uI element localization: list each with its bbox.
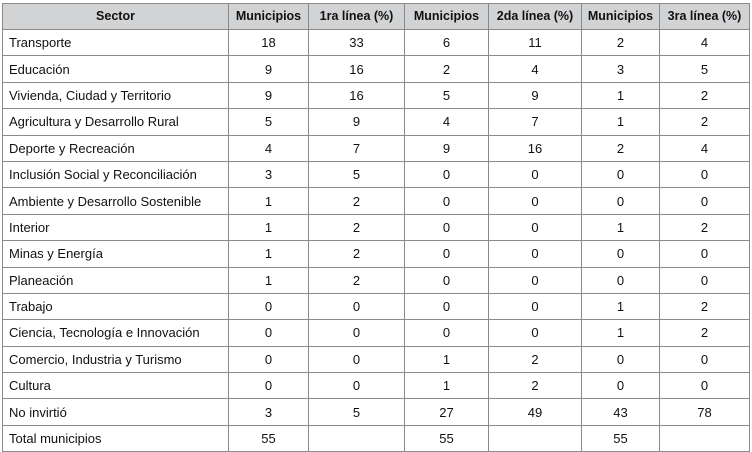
cell-primera-linea-pct: 0 bbox=[309, 293, 405, 319]
cell-municipios-1: 1 bbox=[229, 267, 309, 293]
cell-primera-linea-pct: 16 bbox=[309, 82, 405, 108]
cell-municipios-1: 1 bbox=[229, 188, 309, 214]
cell-municipios-2: 55 bbox=[405, 425, 489, 451]
cell-segunda-linea-pct: 11 bbox=[489, 30, 582, 56]
cell-tercera-linea-pct: 0 bbox=[660, 346, 750, 372]
cell-tercera-linea-pct: 4 bbox=[660, 30, 750, 56]
cell-municipios-3: 1 bbox=[582, 320, 660, 346]
cell-tercera-linea-pct: 0 bbox=[660, 373, 750, 399]
cell-primera-linea-pct bbox=[309, 425, 405, 451]
cell-primera-linea-pct: 5 bbox=[309, 399, 405, 425]
header-2da-linea: 2da línea (%) bbox=[489, 4, 582, 30]
header-municipios-2: Municipios bbox=[405, 4, 489, 30]
cell-municipios-1: 5 bbox=[229, 109, 309, 135]
cell-primera-linea-pct: 33 bbox=[309, 30, 405, 56]
cell-municipios-1: 0 bbox=[229, 320, 309, 346]
cell-sector: Planeación bbox=[3, 267, 229, 293]
cell-segunda-linea-pct: 0 bbox=[489, 267, 582, 293]
cell-municipios-2: 0 bbox=[405, 267, 489, 293]
header-municipios-1: Municipios bbox=[229, 4, 309, 30]
cell-segunda-linea-pct: 2 bbox=[489, 346, 582, 372]
cell-primera-linea-pct: 2 bbox=[309, 188, 405, 214]
cell-municipios-2: 27 bbox=[405, 399, 489, 425]
cell-tercera-linea-pct: 2 bbox=[660, 320, 750, 346]
header-3ra-linea: 3ra línea (%) bbox=[660, 4, 750, 30]
cell-segunda-linea-pct: 9 bbox=[489, 82, 582, 108]
cell-primera-linea-pct: 9 bbox=[309, 109, 405, 135]
cell-sector: Deporte y Recreación bbox=[3, 135, 229, 161]
cell-sector: Trabajo bbox=[3, 293, 229, 319]
cell-tercera-linea-pct: 0 bbox=[660, 267, 750, 293]
cell-primera-linea-pct: 5 bbox=[309, 161, 405, 187]
cell-primera-linea-pct: 0 bbox=[309, 320, 405, 346]
cell-tercera-linea-pct bbox=[660, 425, 750, 451]
cell-municipios-1: 55 bbox=[229, 425, 309, 451]
cell-primera-linea-pct: 0 bbox=[309, 373, 405, 399]
table-body bbox=[3, 30, 750, 452]
cell-municipios-2: 6 bbox=[405, 30, 489, 56]
table-header bbox=[3, 4, 750, 30]
cell-municipios-1: 4 bbox=[229, 135, 309, 161]
cell-sector: Minas y Energía bbox=[3, 241, 229, 267]
table-row bbox=[3, 293, 750, 319]
cell-municipios-3: 1 bbox=[582, 82, 660, 108]
cell-municipios-1: 3 bbox=[229, 399, 309, 425]
cell-tercera-linea-pct: 0 bbox=[660, 188, 750, 214]
cell-tercera-linea-pct: 78 bbox=[660, 399, 750, 425]
cell-primera-linea-pct: 2 bbox=[309, 241, 405, 267]
cell-municipios-3: 3 bbox=[582, 56, 660, 82]
cell-primera-linea-pct: 16 bbox=[309, 56, 405, 82]
cell-segunda-linea-pct: 16 bbox=[489, 135, 582, 161]
cell-municipios-2: 0 bbox=[405, 214, 489, 240]
header-municipios-3: Municipios bbox=[582, 4, 660, 30]
cell-segunda-linea-pct: 0 bbox=[489, 161, 582, 187]
cell-municipios-2: 1 bbox=[405, 373, 489, 399]
cell-municipios-2: 0 bbox=[405, 320, 489, 346]
cell-tercera-linea-pct: 2 bbox=[660, 214, 750, 240]
cell-segunda-linea-pct: 0 bbox=[489, 188, 582, 214]
header-row bbox=[3, 4, 750, 30]
cell-segunda-linea-pct: 0 bbox=[489, 214, 582, 240]
table-container bbox=[2, 3, 750, 452]
cell-segunda-linea-pct: 7 bbox=[489, 109, 582, 135]
table-row bbox=[3, 425, 750, 451]
cell-municipios-2: 4 bbox=[405, 109, 489, 135]
table-row bbox=[3, 214, 750, 240]
cell-municipios-1: 0 bbox=[229, 293, 309, 319]
cell-tercera-linea-pct: 2 bbox=[660, 293, 750, 319]
cell-municipios-3: 43 bbox=[582, 399, 660, 425]
cell-municipios-3: 55 bbox=[582, 425, 660, 451]
cell-municipios-2: 2 bbox=[405, 56, 489, 82]
cell-municipios-2: 5 bbox=[405, 82, 489, 108]
cell-segunda-linea-pct: 49 bbox=[489, 399, 582, 425]
cell-municipios-1: 18 bbox=[229, 30, 309, 56]
cell-sector: Ambiente y Desarrollo Sostenible bbox=[3, 188, 229, 214]
cell-sector: Interior bbox=[3, 214, 229, 240]
table-row bbox=[3, 161, 750, 187]
cell-tercera-linea-pct: 2 bbox=[660, 109, 750, 135]
cell-sector: No invirtió bbox=[3, 399, 229, 425]
cell-municipios-2: 9 bbox=[405, 135, 489, 161]
cell-primera-linea-pct: 7 bbox=[309, 135, 405, 161]
table-row bbox=[3, 320, 750, 346]
cell-municipios-1: 9 bbox=[229, 82, 309, 108]
cell-sector: Ciencia, Tecnología e Innovación bbox=[3, 320, 229, 346]
cell-municipios-3: 0 bbox=[582, 346, 660, 372]
cell-municipios-1: 9 bbox=[229, 56, 309, 82]
cell-municipios-1: 1 bbox=[229, 214, 309, 240]
cell-sector: Vivienda, Ciudad y Territorio bbox=[3, 82, 229, 108]
cell-municipios-3: 0 bbox=[582, 267, 660, 293]
cell-municipios-1: 0 bbox=[229, 346, 309, 372]
cell-tercera-linea-pct: 0 bbox=[660, 161, 750, 187]
cell-sector: Transporte bbox=[3, 30, 229, 56]
cell-municipios-3: 0 bbox=[582, 241, 660, 267]
cell-segunda-linea-pct: 0 bbox=[489, 293, 582, 319]
cell-segunda-linea-pct: 2 bbox=[489, 373, 582, 399]
table-row bbox=[3, 82, 750, 108]
cell-municipios-3: 1 bbox=[582, 293, 660, 319]
cell-municipios-3: 2 bbox=[582, 135, 660, 161]
cell-segunda-linea-pct: 0 bbox=[489, 241, 582, 267]
cell-municipios-1: 0 bbox=[229, 373, 309, 399]
cell-primera-linea-pct: 0 bbox=[309, 346, 405, 372]
table-row bbox=[3, 241, 750, 267]
cell-sector: Comercio, Industria y Turismo bbox=[3, 346, 229, 372]
cell-municipios-2: 1 bbox=[405, 346, 489, 372]
table-row bbox=[3, 56, 750, 82]
cell-segunda-linea-pct: 0 bbox=[489, 320, 582, 346]
table-row bbox=[3, 30, 750, 56]
cell-tercera-linea-pct: 4 bbox=[660, 135, 750, 161]
table-row bbox=[3, 188, 750, 214]
cell-municipios-3: 0 bbox=[582, 188, 660, 214]
table-row bbox=[3, 399, 750, 425]
cell-municipios-2: 0 bbox=[405, 161, 489, 187]
cell-municipios-1: 3 bbox=[229, 161, 309, 187]
cell-sector: Educación bbox=[3, 56, 229, 82]
table-row bbox=[3, 135, 750, 161]
cell-municipios-2: 0 bbox=[405, 293, 489, 319]
cell-sector: Total municipios bbox=[3, 425, 229, 451]
cell-segunda-linea-pct bbox=[489, 425, 582, 451]
cell-municipios-3: 1 bbox=[582, 214, 660, 240]
table-row bbox=[3, 346, 750, 372]
header-sector: Sector bbox=[3, 4, 229, 30]
table-row bbox=[3, 373, 750, 399]
cell-sector: Inclusión Social y Reconciliación bbox=[3, 161, 229, 187]
cell-municipios-3: 2 bbox=[582, 30, 660, 56]
cell-sector: Cultura bbox=[3, 373, 229, 399]
cell-primera-linea-pct: 2 bbox=[309, 214, 405, 240]
cell-tercera-linea-pct: 2 bbox=[660, 82, 750, 108]
cell-sector: Agricultura y Desarrollo Rural bbox=[3, 109, 229, 135]
table-row bbox=[3, 267, 750, 293]
cell-municipios-1: 1 bbox=[229, 241, 309, 267]
sector-investment-table bbox=[2, 3, 750, 452]
table-row bbox=[3, 109, 750, 135]
cell-municipios-2: 0 bbox=[405, 188, 489, 214]
cell-municipios-3: 1 bbox=[582, 109, 660, 135]
cell-tercera-linea-pct: 5 bbox=[660, 56, 750, 82]
cell-municipios-2: 0 bbox=[405, 241, 489, 267]
cell-tercera-linea-pct: 0 bbox=[660, 241, 750, 267]
cell-primera-linea-pct: 2 bbox=[309, 267, 405, 293]
cell-segunda-linea-pct: 4 bbox=[489, 56, 582, 82]
cell-municipios-3: 0 bbox=[582, 161, 660, 187]
header-1ra-linea: 1ra línea (%) bbox=[309, 4, 405, 30]
cell-municipios-3: 0 bbox=[582, 373, 660, 399]
